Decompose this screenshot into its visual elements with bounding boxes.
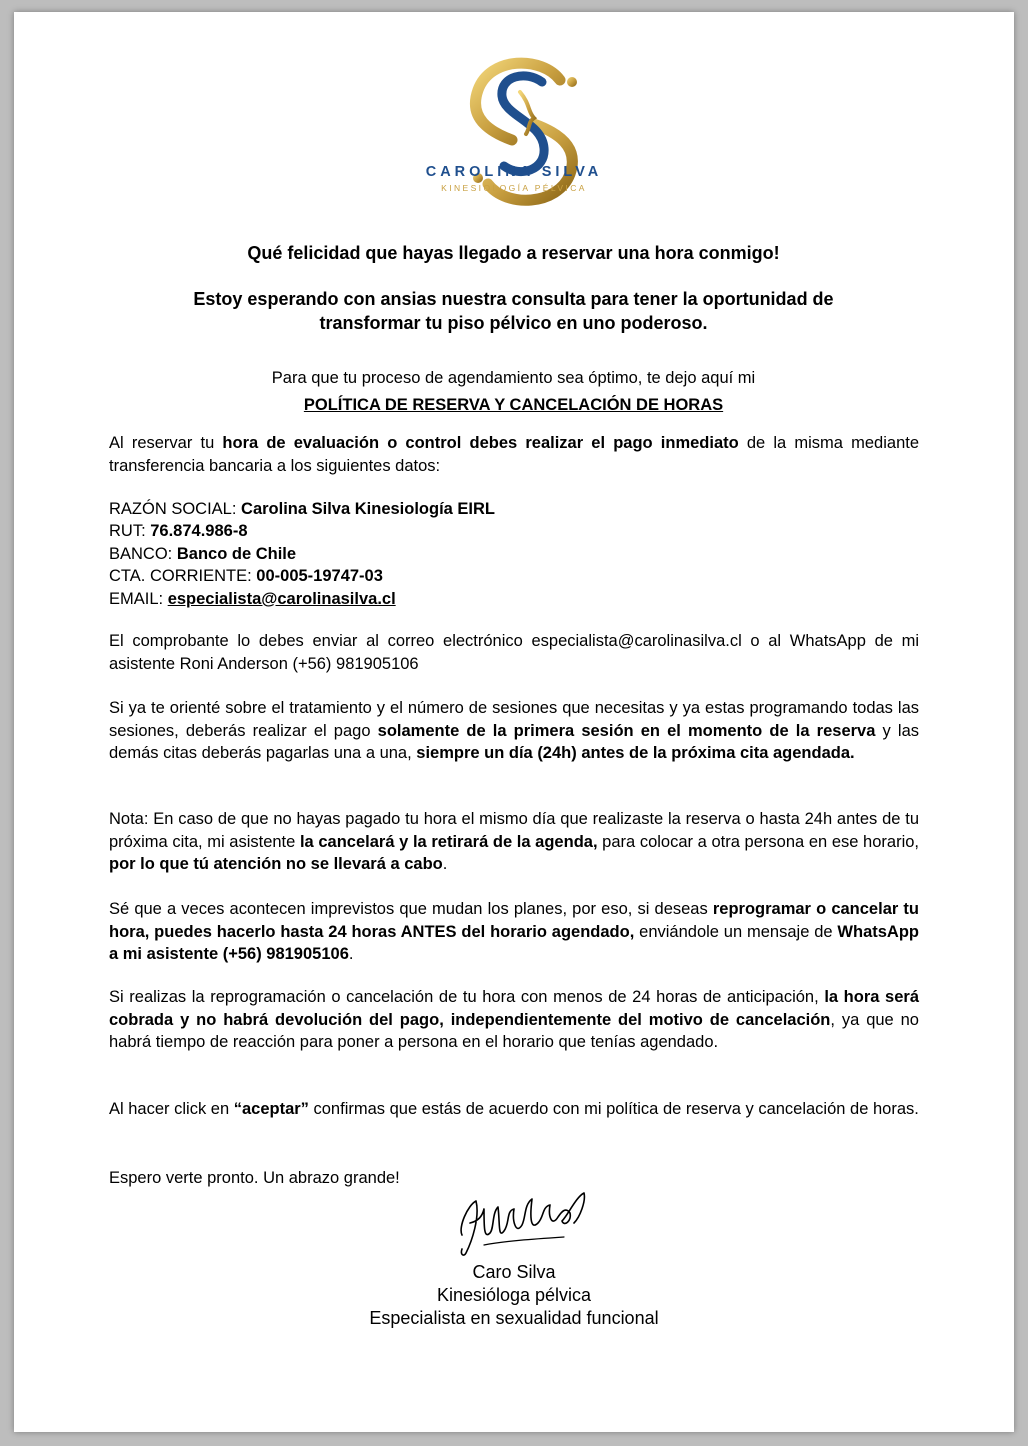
document-page [14, 12, 1014, 1432]
reschedule-paragraph: Sé que a veces acontecen imprevistos que mudan los planes, por eso, si deseas reprogramar o cancelar tu hora, puedes hacerlo hasta 24 horas ANTES del horario agendado, enviándole un mensaje de WhatsApp a mi asistente (+56) 981905106. [109, 900, 919, 963]
accept-paragraph: Al hacer click en “aceptar” confirmas que estás de acuerdo con mi política de reserva y cancelación de horas. [109, 1100, 919, 1118]
signer-role: Kinesióloga pélvica [436, 1285, 592, 1305]
razon-social-row: RAZÓN SOCIAL: Carolina Silva Kinesiología EIRL [109, 500, 496, 518]
email-link[interactable]: especialista@carolinasilva.cl [167, 589, 396, 608]
closing-text: Espero verte pronto. Un abrazo grande! [109, 1169, 400, 1187]
signature-block [344, 1261, 684, 1330]
greeting-heading: Qué felicidad que hayas llegado a reservar una hora conmigo! [247, 243, 780, 263]
rut-row: RUT: 76.874.986-8 [109, 522, 248, 541]
signer-name: Caro Silva [472, 1262, 556, 1282]
sessions-paragraph: Si ya te orienté sobre el tratamiento y el número de sesiones que necesitas y ya estas programando todas las sesiones, deberás realizar el pago solamente de la primera sesión en el momento de la reserva y las demás citas deberás pagarlas una a una, siempre un día (24h) antes de la próxima cita agendada. [109, 699, 919, 762]
handwritten-signature [454, 1187, 589, 1267]
signer-specialty: Especialista en sexualidad funcional [369, 1308, 659, 1328]
voucher-paragraph: El comprobante lo debes enviar al correo electrónico especialista@carolinasilva.cl o al WhatsApp de mi asistente Roni Anderson (+56) 981905106 [109, 632, 919, 673]
payment-paragraph: Al reservar tu hora de evaluación o control debes realizar el pago inmediato de la misma mediante transferencia bancaria a los siguientes datos: [109, 434, 920, 475]
bank-details [109, 498, 919, 610]
nota-paragraph: Nota: En caso de que no hayas pagado tu hora el mismo día que realizaste la reserva o hasta 24h antes de tu próxima cita, mi asistente la cancelará y la retirará de la agenda, para colocar a otra persona en ese horario, por lo que tú atención no se llevará a cabo. [109, 810, 920, 873]
email-row: EMAIL: especialista@carolinasilva.cl [109, 589, 396, 608]
late-cancel-paragraph: Si realizas la reprogramación o cancelación de tu hora con menos de 24 horas de anticipación, la hora será cobrada y no habrá devolución del pago, independientemente del motivo de cancelación, ya que no habrá tiempo de reacción para poner a persona en el horario que tenías agendado. [109, 988, 919, 1051]
banco-row: BANCO: Banco de Chile [109, 544, 297, 563]
cuenta-row: CTA. CORRIENTE: 00-005-19747-03 [109, 567, 383, 586]
subtitle-heading: Estoy esperando con ansias nuestra consulta para tener la oportunidad de transformar tu piso pélvico en uno poderoso. [193, 289, 834, 333]
brand-name: CAROLINA SILVA [425, 164, 603, 180]
brand-tagline: KINESIOLOGÍA PÉLVICA [441, 183, 587, 193]
policy-title: POLÍTICA DE RESERVA Y CANCELACIÓN DE HORAS [303, 396, 724, 414]
intro-text: Para que tu proceso de agendamiento sea óptimo, te dejo aquí mi [271, 369, 756, 387]
